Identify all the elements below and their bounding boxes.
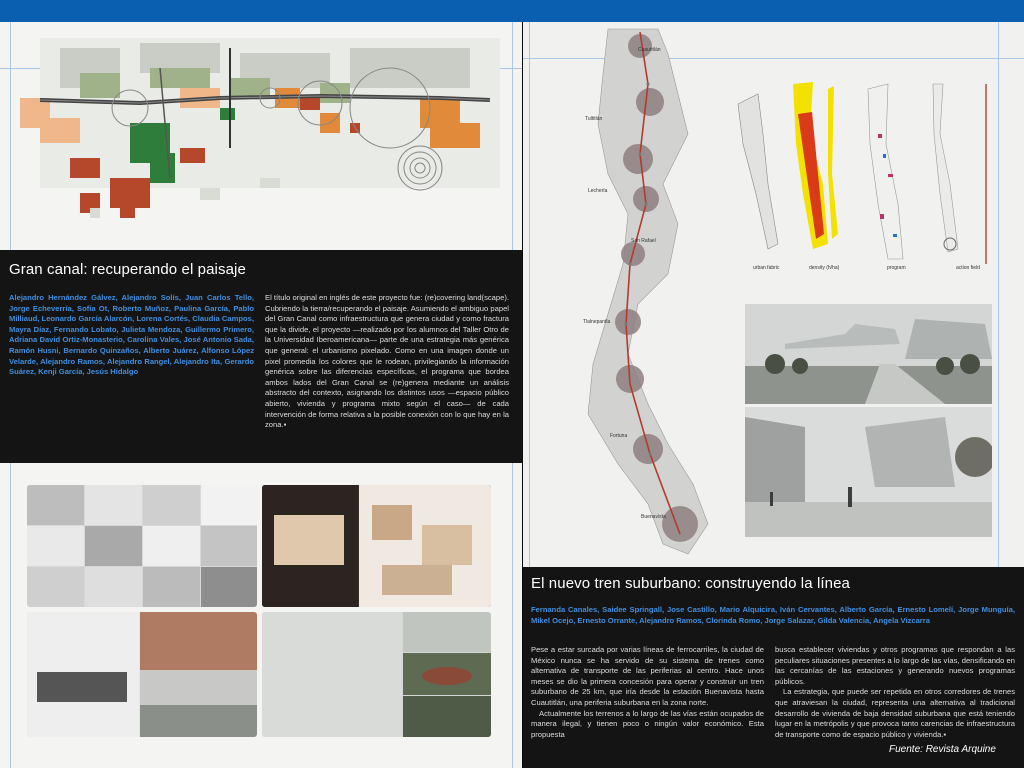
article-title: Gran canal: recuperando el paisaje [9,261,246,278]
body-column-2 [775,645,1015,740]
body-column-1 [531,645,764,740]
diagram-label: density (h/ha) [809,265,840,271]
author-list: Alejandro Hernández Gálvez, Alejandro Solís, Juan Carlos Tello, Jorge Echeverría, Sofía Ot, Roberto Muñoz, Paulina García, Pablo Milliaud, Leonardo García Alarcón, Lorena Cortés, Claudia Campos, Mayra Díaz, Fernando Lobato, Julieta Mendoza, Guillermo Primero, Adriana David Ortiz-Monasterio, Carolina Vales, José Antonio Sada, Ramón Husni, Bernardo Quinzaños, Alberto Juárez, Alfonso López Velarde, Alejandro Ramos, Alejandro Rangel, Alejandro Ita, Gerardo Suárez, Kenji García, Jesús Hidalgo [9,293,254,377]
renders-photos [27,612,257,737]
render-station-view [745,304,992,404]
model-photos-grid [27,485,257,607]
article-body: El título original en inglés de este proyecto fue: (re)covering land(scape). Cubriendo la tierra/recuperando el paisaje. Asumiendo el ambiguo papel del Gran Canal como infraestructura que genera ciudad y como fractura que la divide, el proyecto —realizado por los alumnos del Taller Otro de la Universidad Iberoamericana— parte de una estrategia más genérica que general: el urbanismo pixelado. Como en una imagen donde un pixel promedia los colores que le rodean, privilegiando la información genérica sobre las diferencias específicas, el programa que bordea ambos lados del Gran Canal se (re)genera mediante un análisis abstracto del contexto, asignando los distintos usos —espacio público abierto, vivienda y programa mixto según el caso— de cada intervención de forma relativa a la posible conexión con lo que hay en la zona.▪ [265,293,509,430]
paragraph: busca establecer viviendas y otros programas que respondan a las peculiares situaciones presentes a lo largo de las vías, densificando en las cercanías de las estaciones y generando nuevos programas públicos. [775,645,1015,686]
diagram-label: action field [956,265,980,271]
source-caption: Fuente: Revista Arquine [889,744,996,755]
left-page [0,22,522,768]
tren-suburbano-panel [523,567,1024,768]
render-plaza-view [745,407,992,537]
paragraph: La estrategia, que puede ser repetida en otros corredores de trenes que atraviesan la ciudad, representa una alternativa al tradicional desarrollo de vivienda de baja densidad suburbana que está teniendo lugar en la metrópolis y que provoca tanto carencias de infraestructura de transporte como de espacio público y vivienda.▪ [775,687,1015,739]
paragraph: Actualmente los terrenos a lo largo de las vías están ocupados de manera ilegal, y tienen poco o ningún valor económico. Esta propuesta [531,708,764,739]
canal-pixel-plan [20,28,500,238]
article-title: El nuevo tren suburbano: construyendo la línea [531,575,850,592]
top-bar [0,0,1024,22]
station-label: Buenavista [641,514,666,520]
diagram-label: program [887,265,906,271]
paragraph: Pese a estar surcada por varias líneas de ferrocarriles, la ciudad de México nunca se ha servido de su sistema de trenes como alternativa de transporte de las periferias al centro. Hace unos meses se dio la primera concesión para operar y construir un tren suburbano de 25 km, que iría desde la estación Buenavista hasta Cuautitlán, una periferia suburbana en la zona norte. [531,645,764,707]
station-label: Cuautitlán [638,47,661,53]
cardboard-models-photos [262,485,491,607]
station-label: Lechería [588,188,608,194]
gran-canal-panel [0,250,522,463]
diagram-label: urban fabric [753,265,780,271]
right-page [523,22,1024,768]
station-label: San Rafael [631,238,656,244]
rail-corridor-map [568,24,748,564]
analysis-diagrams [728,74,998,269]
station-label: Fortuna [610,433,628,439]
station-label: Tlalnepantla [583,319,611,325]
3d-views-photos [262,612,491,737]
station-label: Tultitlán [585,116,603,122]
author-list: Fernanda Canales, Saidee Springall, Jose Castillo, Mario Alquicira, Iván Cervantes, Alberto García, Ernesto Lomelí, Jorge Munguía, Mikel Ocejo, Ernesto Orrante, Alejandro Ramos, Clorinda Romo, Jorge Salazar, Gilda Valencia, Angela Vizcarra [531,605,1015,625]
